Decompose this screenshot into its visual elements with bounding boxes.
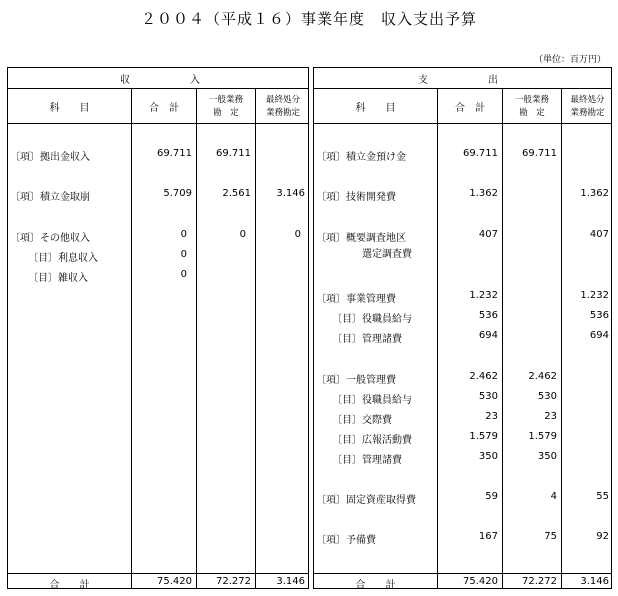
expense-row-label: 〔項〕予備費: [316, 535, 376, 546]
income-header-final-2: 業務勘定: [265, 108, 300, 118]
expense-footer-total: 75.420: [463, 576, 498, 587]
expense-row-total: 23: [485, 411, 498, 422]
income-footer-general: 72.272: [216, 576, 251, 587]
expense-row-general: 2.462: [528, 371, 557, 382]
expense-row-final: 92: [596, 531, 609, 542]
expense-row-total: 407: [478, 229, 498, 240]
expense-section-label: 支出: [418, 75, 558, 86]
expense-header-item: 科 目: [355, 103, 396, 114]
income-footer-total: 75.420: [157, 576, 192, 587]
income-row-total: 69.711: [157, 148, 192, 159]
income-table: [7, 67, 309, 589]
expense-row-label: 〔項〕概要調査地区: [316, 233, 406, 244]
expense-header-final-1: 最終処分: [570, 95, 605, 105]
expense-row-total: 69.711: [463, 148, 498, 159]
income-header-item: 科 目: [49, 103, 90, 114]
expense-row-label: 〔目〕管理諸費: [332, 334, 402, 345]
expense-row-label: 〔目〕役職員給与: [332, 314, 412, 325]
income-header-general-1: 一般業務: [208, 95, 243, 105]
expense-row-general: 75: [544, 531, 557, 542]
expense-header-general-2: 勘 定: [519, 108, 545, 118]
expense-row-total: 2.462: [469, 371, 498, 382]
income-section-label: 収入: [120, 75, 260, 86]
income-row-label: 〔目〕利息収入: [28, 253, 98, 264]
income-row-label: 〔項〕拠出金収入: [10, 152, 90, 163]
expense-row-label: 〔目〕管理諸費: [332, 455, 402, 466]
expense-row-final: 407: [589, 229, 609, 240]
expense-row-label: 〔目〕役職員給与: [332, 395, 412, 406]
expense-row-general: 4: [550, 491, 557, 502]
expense-row-final: 55: [596, 491, 609, 502]
expense-row-total: 167: [478, 531, 498, 542]
expense-footer-final: 3.146: [580, 576, 609, 587]
income-header-general-2: 勘 定: [213, 108, 239, 118]
income-row-total: 5.709: [163, 188, 192, 199]
expense-row-label: 〔項〕事業管理費: [316, 294, 396, 305]
expense-row-general: 530: [537, 391, 557, 402]
expense-header-final-2: 業務勘定: [570, 108, 605, 118]
income-row-label: 〔目〕雑収入: [28, 273, 88, 284]
unit-label: （単位：百万円）: [533, 55, 606, 65]
income-footer-label: 合 計: [49, 580, 90, 591]
expense-row-total: 350: [478, 451, 498, 462]
expense-row-total: 694: [478, 330, 498, 341]
expense-footer-general: 72.272: [522, 576, 557, 587]
expense-row-total: 1.362: [469, 188, 498, 199]
income-header-total: 合 計: [149, 103, 179, 114]
expense-row-general: 23: [544, 411, 557, 422]
expense-row-label: 〔目〕広報活動費: [332, 435, 412, 446]
expense-row-final: 1.362: [580, 188, 609, 199]
expense-row-final: 536: [589, 310, 609, 321]
income-header-final-1: 最終処分: [265, 95, 300, 105]
expense-row-total: 1.232: [469, 290, 498, 301]
expense-row-label: 〔項〕固定資産取得費: [316, 495, 416, 506]
expense-row-final: 694: [589, 330, 609, 341]
expense-row-final: 1.232: [580, 290, 609, 301]
income-row-total: 0: [180, 229, 187, 240]
income-row-total: 0: [180, 249, 187, 260]
expense-footer-label: 合 計: [355, 580, 396, 591]
income-row-total: 0: [180, 269, 187, 280]
expense-row-general: 1.579: [528, 431, 557, 442]
expense-row-general: 69.711: [522, 148, 557, 159]
expense-header-total: 合 計: [455, 103, 485, 114]
expense-row-label: 〔項〕積立金預け金: [316, 152, 406, 163]
income-row-general: 69.711: [216, 148, 251, 159]
expense-header-general-1: 一般業務: [514, 95, 549, 105]
expense-row-total: 1.579: [469, 431, 498, 442]
income-row-label: 〔項〕積立金取崩: [10, 192, 90, 203]
expense-row-total: 530: [478, 391, 498, 402]
income-row-label: 〔項〕その他収入: [10, 233, 90, 244]
page-title: ２００４（平成１６）事業年度 収入支出予算: [140, 10, 477, 28]
expense-row-general: 350: [537, 451, 557, 462]
income-row-general: 2.561: [222, 188, 251, 199]
expense-table: [313, 67, 612, 589]
expense-row-total: 59: [485, 491, 498, 502]
expense-row-label: 〔目〕交際費: [332, 415, 392, 426]
income-row-final: 3.146: [276, 188, 305, 199]
income-row-final: 0: [294, 229, 301, 240]
expense-row-label-cont: 選定調査費: [362, 249, 412, 260]
expense-row-label: 〔項〕技術開発費: [316, 192, 396, 203]
income-row-general: 0: [239, 229, 246, 240]
expense-row-label: 〔項〕一般管理費: [316, 375, 396, 386]
expense-row-total: 536: [478, 310, 498, 321]
income-footer-final: 3.146: [276, 576, 305, 587]
